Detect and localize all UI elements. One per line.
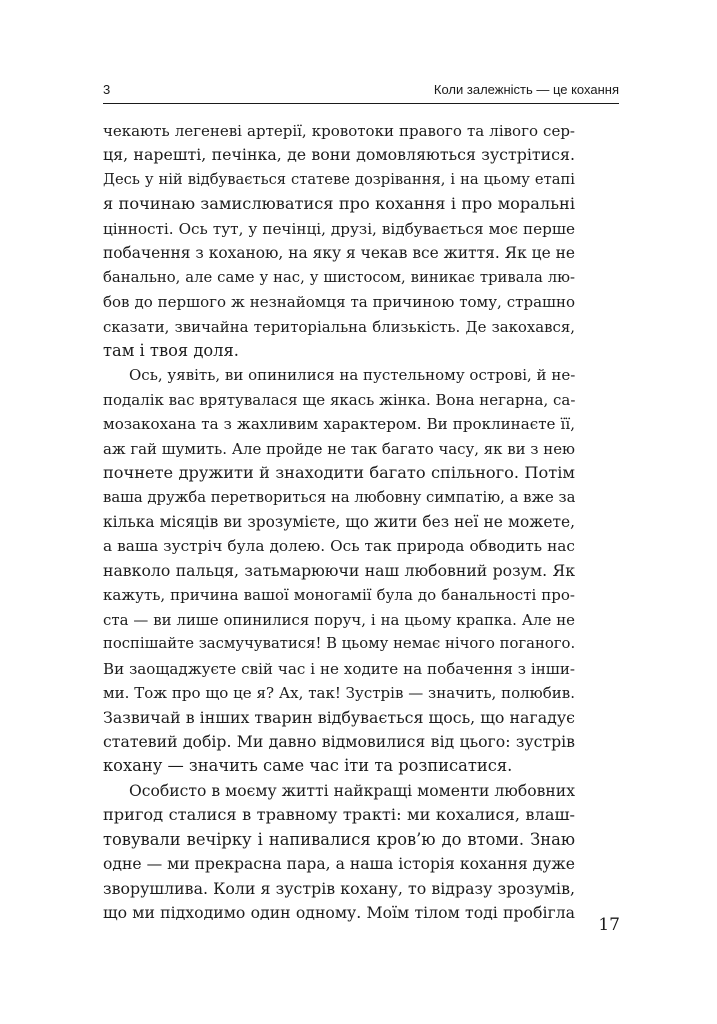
text-line: що ми підходимо один одному. Моїм тілом тоді пробігла: [103, 903, 575, 922]
text-line: товували вечірку і напивалися кров’ю до втоми. Знаю: [103, 829, 575, 849]
text-line: Ось, уявіть, ви опинилися на пустельному острові, й не-: [129, 366, 575, 385]
page-number: 17: [598, 915, 620, 935]
body-text: [103, 119, 575, 925]
text-line: ста — ви лише опинилися поруч, і на цьому крапка. Але не: [103, 610, 575, 629]
running-head: [103, 82, 619, 102]
text-line: зворушлива. Коли я зустрів кохану, то відразу зрозумів,: [103, 878, 575, 898]
text-line: побачення з коханою, на яку я чекав все життя. Як це не: [103, 244, 575, 263]
text-line: ми. Тож про що це я? Ах, так! Зустрів — значить, полюбив.: [103, 684, 575, 703]
text-line: сказати, звичайна територіальна близькість. Де закохався,: [103, 317, 575, 336]
text-line: Десь у ній відбувається статеве дозрівання, і на цьому етапі: [103, 170, 575, 188]
text-line: одне — ми прекрасна пара, а наша історія кохання дуже: [103, 855, 575, 874]
text-line: а ваша зустріч була долею. Ось так природа обводить нас: [103, 537, 575, 556]
text-line: подалік вас врятувалася ще якась жінка. Вона негарна, са-: [103, 390, 575, 409]
chapter-title: Коли залежність — це кохання: [433, 82, 619, 97]
text-line: почнете дружити й знаходити багато спільного. Потім: [103, 463, 575, 483]
text-line: аж гай шумить. Але пройде не так багато часу, як ви з нею: [103, 439, 575, 458]
text-line: кілька місяців ви зрозумієте, що жити без неї не можете,: [103, 513, 575, 531]
text-line: ця, нарешті, печінка, де вони домовляються зустрітися.: [103, 145, 575, 165]
text-line: бов до першого ж незнайомця та причиною тому, страшно: [103, 293, 575, 312]
text-line: Ви заощаджуєте свій час і не ходите на побачення з інши-: [103, 659, 575, 678]
text-line: кохану — значить саме час іти та розписатися.: [103, 756, 513, 776]
text-line: поспішайте засмучуватися! В цьому немає нічого поганого.: [103, 635, 575, 653]
text-line: ваша дружба перетвориться на любовну симпатію, а вже за: [103, 488, 575, 506]
text-line: навколо пальця, затьмарюючи наш любовний розум. Як: [103, 560, 575, 580]
text-line: статевий добір. Ми давно відмовилися від цього: зустрів: [103, 731, 575, 751]
text-line: мозакохана та з жахливим характером. Ви проклинаєте її,: [103, 415, 575, 434]
chapter-number: 3: [103, 82, 111, 97]
text-line: я починаю замислюватися про кохання і про моральні: [103, 194, 575, 214]
text-line: пригод сталися в травному тракті: ми кохалися, влаш-: [103, 805, 575, 825]
text-line: кажуть, причина вашої моногамії була до банальності про-: [103, 586, 575, 605]
text-line: там і твоя доля.: [103, 340, 239, 360]
text-line: чекають легеневі артерії, кровотоки правого та лівого сер-: [103, 122, 575, 140]
text-line: цінності. Ось тут, у печінці, друзі, відбувається моє перше: [103, 219, 575, 238]
text-line: Зазвичай в інших тварин відбувається щось, що нагадує: [103, 707, 575, 727]
text-line: банально, але саме у нас, у шистосом, виникає тривала лю-: [103, 268, 575, 286]
text-line: Особисто в моєму житті найкращі моменти любовних: [129, 781, 575, 800]
header-rule: [103, 103, 619, 104]
